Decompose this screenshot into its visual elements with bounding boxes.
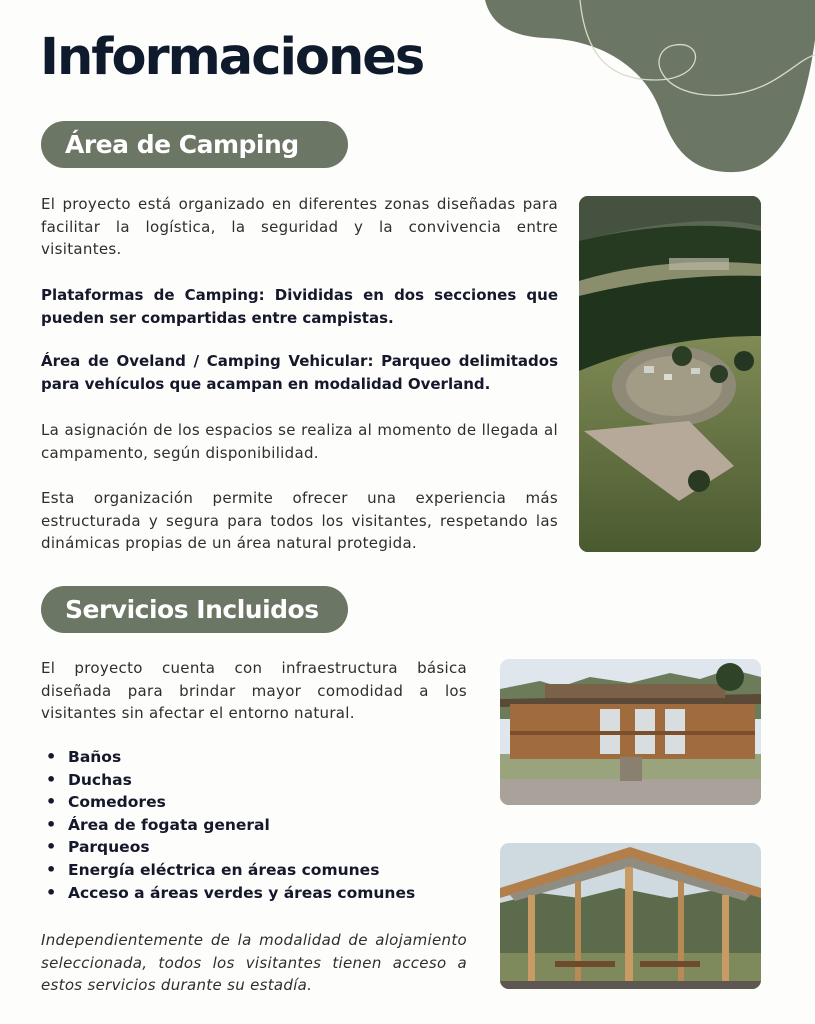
servicio-item: • Parqueos (46, 836, 415, 859)
camping-asignacion: La asignación de los espacios se realiza al momento de llegada al campamento, según disponibilidad. (41, 421, 558, 462)
servicio-item: • Acceso a áreas verdes y áreas comunes (46, 882, 415, 905)
camping-organizacion: Esta organización permite ofrecer una experiencia más estructurada y segura para todos los visitantes, respetando las dinámicas propias de un área natural protegida. (41, 489, 558, 552)
servicios-intro: El proyecto cuenta con infraestructura básica diseñada para brindar mayor comodidad a los visitantes sin afectar el entorno natural. (41, 659, 467, 722)
decorative-blob (485, 0, 815, 180)
camping-plataformas: Plataformas de Camping: Divididas en dos secciones que pueden ser compartidas entre campistas. (41, 286, 558, 327)
page-title: Informaciones (40, 28, 424, 87)
cabin-photo (500, 659, 761, 805)
servicio-item: • Comedores (46, 791, 415, 814)
camping-aerial-photo (579, 196, 761, 552)
camping-overland: Área de Oveland / Camping Vehicular: Parqueo delimitados para vehículos que acampan en modalidad Overland. (41, 352, 558, 393)
servicios-list (46, 746, 415, 904)
servicio-item: • Energía eléctrica en áreas comunes (46, 859, 415, 882)
section-heading-servicios: Servicios Incluidos (41, 586, 348, 633)
servicio-item: • Duchas (46, 769, 415, 792)
section-heading-camping: Área de Camping (41, 121, 348, 168)
comedor-photo (500, 843, 761, 989)
servicio-item: • Área de fogata general (46, 814, 415, 837)
servicios-closing: Independientemente de la modalidad de alojamiento seleccionada, todos los visitantes tienen acceso a estos servicios durante su estadía. (41, 931, 467, 994)
servicio-item: • Baños (46, 746, 415, 769)
camping-intro: El proyecto está organizado en diferentes zonas diseñadas para facilitar la logística, la seguridad y la convivencia entre visitantes. (41, 195, 558, 258)
